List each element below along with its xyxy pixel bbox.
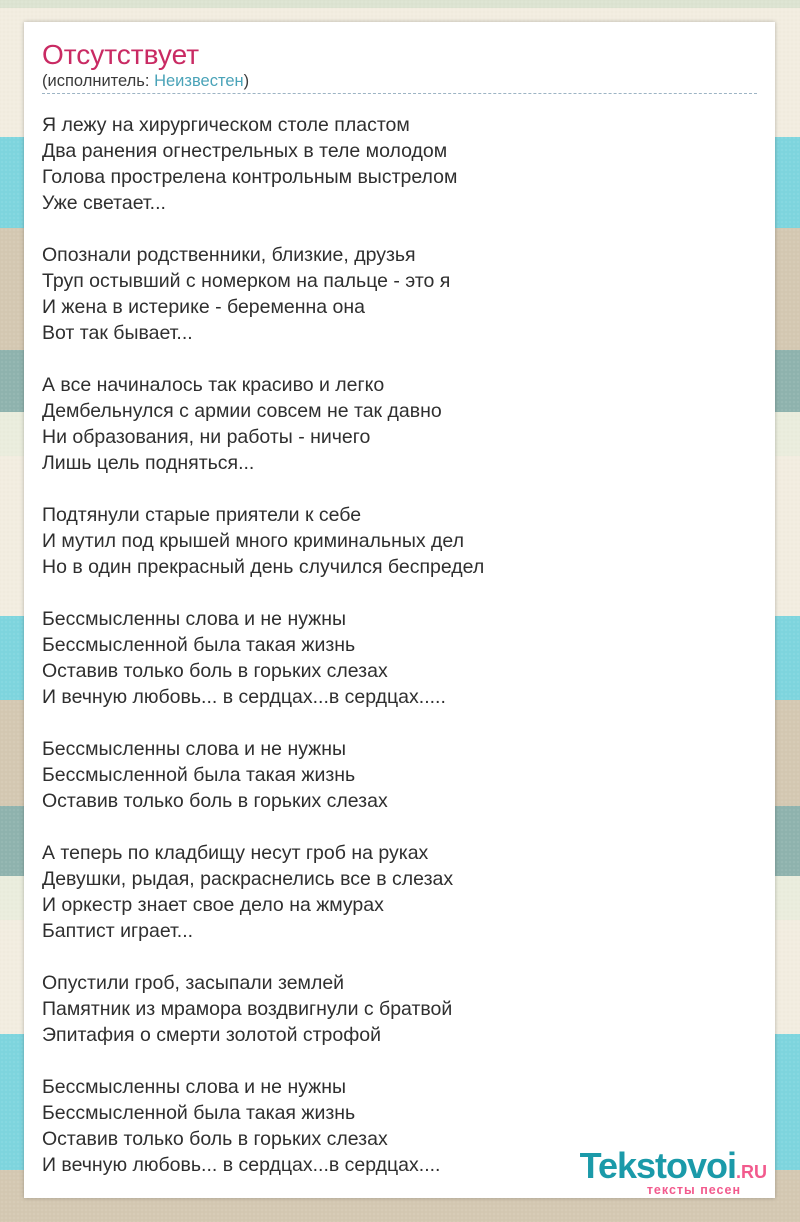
lyrics-stanza: Подтянули старые приятели к себе И мутил под крышей много криминальных дел Но в один прекрасный день случился беспредел xyxy=(42,504,485,578)
site-logo-tagline: тексты песен xyxy=(646,1182,741,1197)
site-logo-wordmark xyxy=(579,1144,767,1186)
lyrics-card xyxy=(24,22,775,1198)
site-logo[interactable] xyxy=(579,1144,767,1197)
lyrics-stanza: Бессмысленны слова и не нужны Бессмысленной была такая жизнь Оставив только боль в горьких слезах И вечную любовь... в сердцах...в сердцах..... xyxy=(42,608,446,708)
lyrics-stanza: Бессмысленны слова и не нужны Бессмысленной была такая жизнь Оставив только боль в горьких слезах И вечную любовь... в сердцах...в сердцах.... xyxy=(42,1076,441,1176)
artist-suffix: ) xyxy=(243,72,250,90)
artist-label: (исполнитель: xyxy=(42,72,150,90)
lyrics-stanza: Опознали родственники, близкие, друзья Труп остывший с номерком на пальце - это я И жена в истерике - беременна она Вот так бывает... xyxy=(42,244,451,344)
page-title: Отсутствует xyxy=(42,39,200,70)
lyrics-stanza: Я лежу на хирургическом столе пластом Два ранения огнестрельных в теле молодом Голова прострелена контрольным выстрелом Уже светает... xyxy=(42,114,458,214)
site-logo-name: Tekstovoi xyxy=(579,1144,736,1186)
lyrics-stanza: Опустили гроб, засыпали землей Памятник из мрамора воздвигнули с братвой Эпитафия о смерти золотой строфой xyxy=(42,972,453,1046)
artist-line xyxy=(42,71,757,91)
lyrics-stanza: Бессмысленны слова и не нужны Бессмысленной была такая жизнь Оставив только боль в горьких слезах xyxy=(42,738,388,812)
lyrics-stanza: А теперь по кладбищу несут гроб на руках Девушки, рыдая, раскраснелись все в слезах И оркестр знает свое дело на жмурах Баптист играет... xyxy=(42,842,454,942)
lyrics-stanza: А все начиналось так красиво и легко Дембельнулся с армии совсем не так давно Ни образования, ни работы - ничего Лишь цель подняться... xyxy=(42,374,442,474)
site-logo-tld: .RU xyxy=(736,1161,767,1182)
artist-link[interactable]: Неизвестен xyxy=(154,72,244,90)
lyrics-text xyxy=(42,94,757,1178)
